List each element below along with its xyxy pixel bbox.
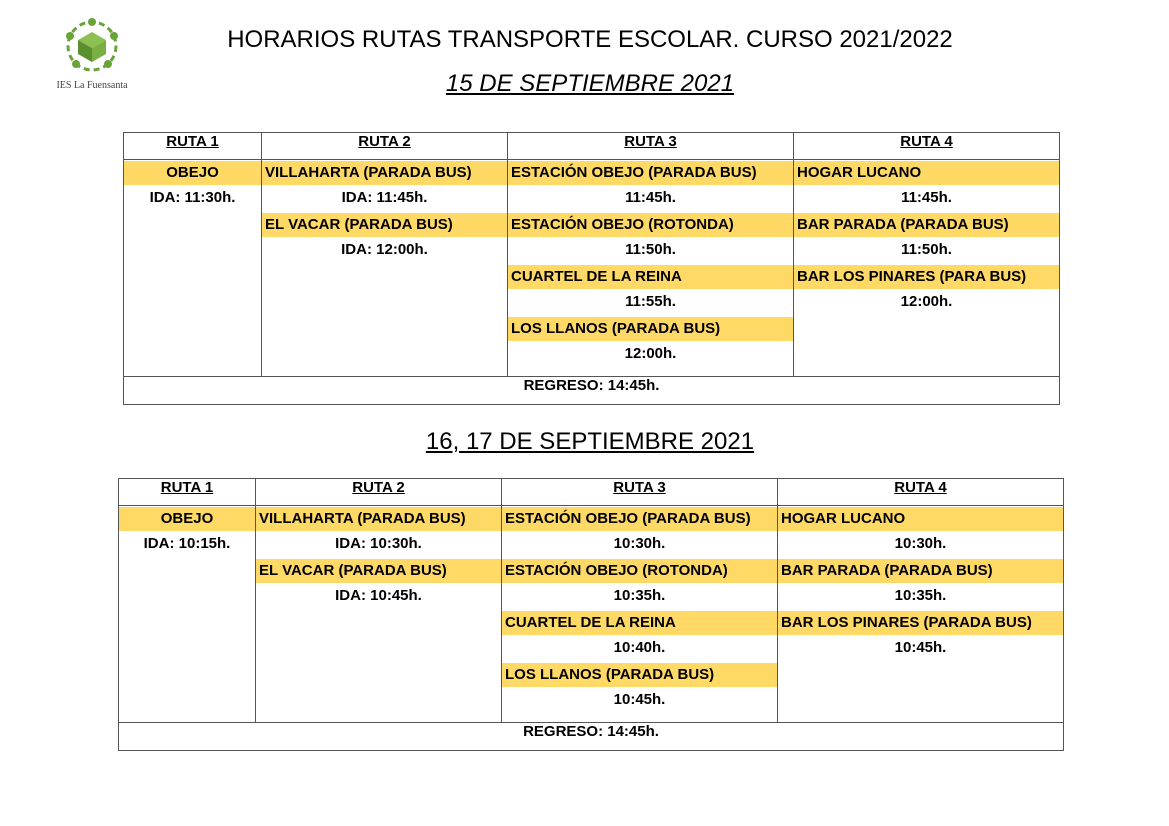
stop-time: 11:50h. (901, 241, 952, 258)
route-3-cell (502, 506, 778, 723)
route-4-cell (778, 506, 1064, 723)
route-header: RUTA 4 (794, 133, 1060, 160)
stop-name: BAR LOS PINARES (PARA BUS) (794, 265, 1059, 289)
stop-time: 10:40h. (613, 639, 666, 656)
route-header: RUTA 1 (119, 479, 256, 506)
stop-name: BAR PARADA (PARADA BUS) (794, 213, 1059, 237)
stop-name: LOS LLANOS (PARADA BUS) (502, 663, 777, 687)
stop-time: 11:45h. (901, 189, 952, 206)
route-2-cell (256, 506, 502, 723)
school-logo-icon (58, 14, 126, 78)
stop-time: 12:00h. (900, 293, 953, 310)
stop-time: IDA: 10:30h. (335, 535, 422, 552)
stop-name: EL VACAR (PARADA BUS) (256, 559, 501, 583)
route-header: RUTA 3 (508, 133, 794, 160)
route-header: RUTA 1 (124, 133, 262, 160)
schedule-table-1 (123, 132, 1060, 405)
table-body-row (119, 506, 1064, 723)
stop-time: 10:35h. (894, 587, 947, 604)
date-heading-1: 15 DE SEPTIEMBRE 2021 (445, 70, 735, 97)
school-name: IES La Fuensanta (56, 80, 128, 91)
return-time: REGRESO: 14:45h. (124, 377, 1060, 405)
route-2-cell (262, 160, 508, 377)
stop-time: 10:30h. (613, 535, 666, 552)
stop-time: 11:55h. (625, 293, 676, 310)
route-1-cell (119, 506, 256, 723)
stop-name: ESTACIÓN OBEJO (PARADA BUS) (508, 161, 793, 185)
route-4-cell (794, 160, 1060, 377)
page-title: HORARIOS RUTAS TRANSPORTE ESCOLAR. CURSO 2021/2022 (227, 26, 953, 53)
route-header: RUTA 4 (778, 479, 1064, 506)
route-header: RUTA 3 (502, 479, 778, 506)
table-body-row (124, 160, 1060, 377)
stop-name: HOGAR LUCANO (794, 161, 1059, 185)
stop-time: 10:45h. (894, 639, 947, 656)
stop-time: IDA: 12:00h. (341, 241, 428, 258)
stop-name: CUARTEL DE LA REINA (502, 611, 777, 635)
stop-time: IDA: 10:15h. (143, 535, 231, 552)
stop-time: IDA: 11:45h. (341, 189, 428, 206)
stop-time: IDA: 11:30h. (149, 189, 236, 206)
table-header-row (119, 479, 1064, 506)
return-time: REGRESO: 14:45h. (119, 723, 1064, 751)
stop-name: VILLAHARTA (PARADA BUS) (256, 507, 501, 531)
route-3-cell (508, 160, 794, 377)
stop-time: 10:45h. (613, 691, 666, 708)
stop-time: IDA: 10:45h. (335, 587, 422, 604)
stop-name: OBEJO (124, 161, 261, 185)
stop-name: ESTACIÓN OBEJO (PARADA BUS) (502, 507, 777, 531)
stop-time: 11:45h. (625, 189, 676, 206)
stop-name: EL VACAR (PARADA BUS) (262, 213, 507, 237)
table-footer-row (119, 723, 1064, 751)
stop-time: 12:00h. (624, 345, 677, 362)
stop-name: BAR LOS PINARES (PARADA BUS) (778, 611, 1063, 635)
stop-name: ESTACIÓN OBEJO (ROTONDA) (502, 559, 777, 583)
table-footer-row (124, 377, 1060, 405)
schedule-table-2 (118, 478, 1064, 751)
stop-name: BAR PARADA (PARADA BUS) (778, 559, 1063, 583)
stop-name: ESTACIÓN OBEJO (ROTONDA) (508, 213, 793, 237)
school-logo (52, 14, 132, 96)
route-header: RUTA 2 (256, 479, 502, 506)
stop-time: 10:30h. (894, 535, 947, 552)
route-1-cell (124, 160, 262, 377)
route-header: RUTA 2 (262, 133, 508, 160)
table-header-row (124, 133, 1060, 160)
stop-name: LOS LLANOS (PARADA BUS) (508, 317, 793, 341)
stop-name: HOGAR LUCANO (778, 507, 1063, 531)
stop-name: CUARTEL DE LA REINA (508, 265, 793, 289)
stop-name: OBEJO (119, 507, 255, 531)
stop-time: 11:50h. (625, 241, 676, 258)
stop-name: VILLAHARTA (PARADA BUS) (262, 161, 507, 185)
stop-time: 10:35h. (613, 587, 666, 604)
date-heading-2: 16, 17 DE SEPTIEMBRE 2021 (425, 428, 755, 455)
